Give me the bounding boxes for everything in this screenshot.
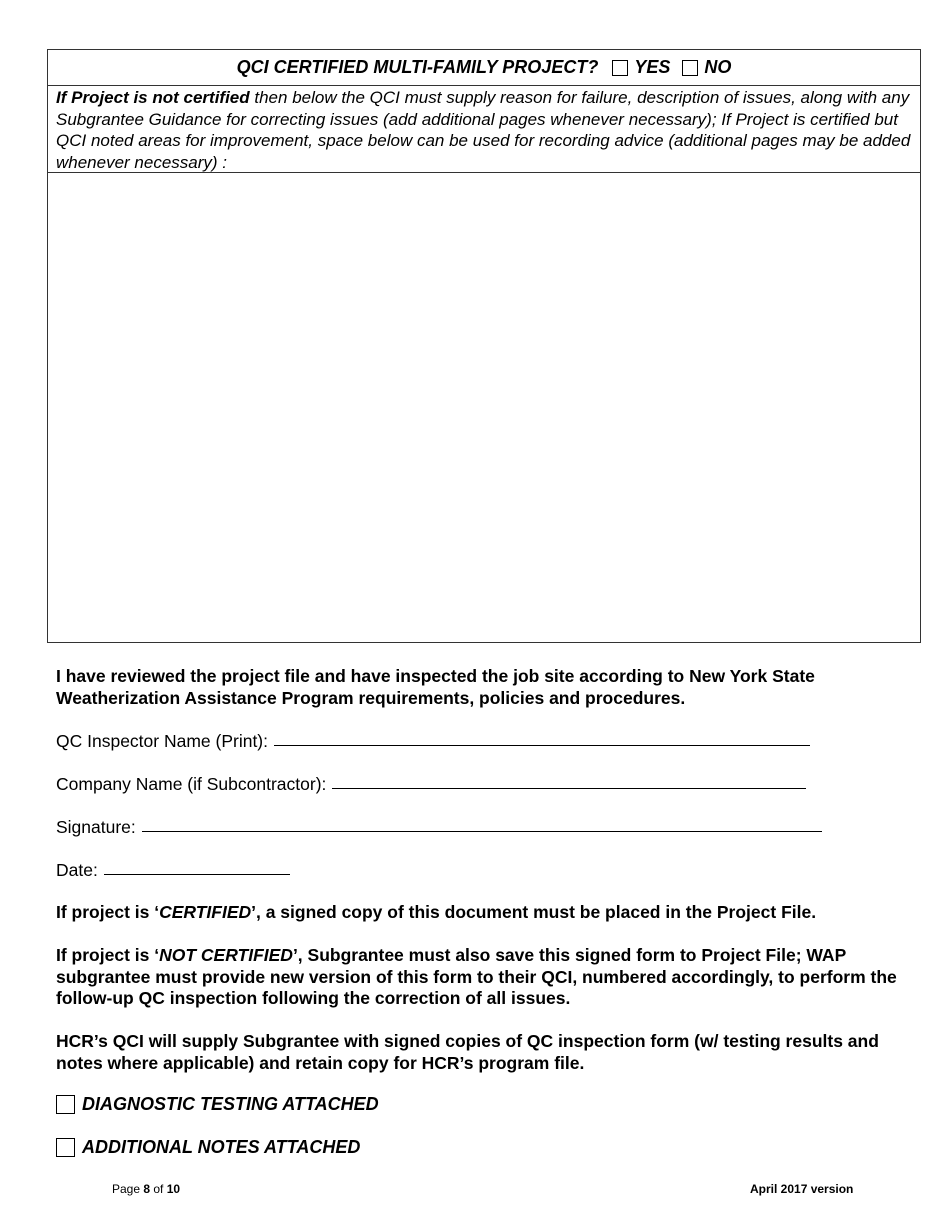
certification-question-row: [48, 50, 920, 86]
not-certified-note: If project is ‘NOT CERTIFIED’, Subgrantee must also save this signed form to Project File; WAP subgrantee must provide new version of this form to their QCI, numbered accordingly, to perform the follow-up QC inspection following the correction of all issues.: [56, 945, 897, 1008]
yes-checkbox[interactable]: [612, 60, 628, 76]
date-input[interactable]: [104, 873, 290, 875]
signature-field: [56, 816, 822, 838]
hcr-note: HCR’s QCI will supply Subgrantee with signed copies of QC inspection form (w/ testing results and notes where applicable) and retain copy for HCR’s program file.: [56, 1031, 879, 1073]
instructions-lead: If Project is not certified: [56, 88, 250, 107]
inspector-name-field: [56, 730, 810, 752]
not-certified-term: NOT CERTIFIED: [159, 945, 293, 965]
diagnostic-testing-checkbox[interactable]: [56, 1095, 75, 1114]
date-field: [56, 859, 290, 881]
no-checkbox[interactable]: [682, 60, 698, 76]
inspector-name-label: QC Inspector Name (Print):: [56, 731, 268, 751]
certified-note: If project is ‘CERTIFIED’, a signed copy of this document must be placed in the Project File.: [56, 902, 817, 922]
version-label: April 2017 version: [750, 1182, 854, 1196]
certification-question: QCI CERTIFIED MULTI-FAMILY PROJECT?: [236, 57, 599, 77]
company-name-field: [56, 773, 806, 795]
page-number: Page 8 of 10: [112, 1182, 181, 1196]
diagnostic-testing-row: [56, 1094, 379, 1115]
no-label: NO: [704, 57, 732, 77]
additional-notes-row: [56, 1137, 360, 1158]
inspector-name-input[interactable]: [274, 744, 810, 746]
diagnostic-testing-label: DIAGNOSTIC TESTING ATTACHED: [82, 1094, 379, 1114]
notes-text-area[interactable]: [48, 173, 920, 642]
additional-notes-label: ADDITIONAL NOTES ATTACHED: [82, 1137, 361, 1157]
date-label: Date:: [56, 860, 98, 880]
company-name-label: Company Name (if Subcontractor):: [56, 774, 327, 794]
yes-label: YES: [634, 57, 671, 77]
instructions-body: then below the QCI must supply reason for failure, description of issues, along with any Subgrantee Guidance for correcting issues (add additional pages whenever necessary); If Project is certified but QCI noted areas for improvement, space below can be used for recording advice (additional pages may be added whenever necessary) :: [56, 88, 911, 172]
certified-term: CERTIFIED: [159, 902, 252, 922]
inspection-statement: I have reviewed the project file and have inspected the job site according to New York State Weatherization Assistance Program requirements, policies and procedures.: [56, 666, 815, 708]
additional-notes-checkbox[interactable]: [56, 1138, 75, 1157]
signature-input[interactable]: [142, 830, 822, 832]
certification-box: [47, 49, 921, 643]
signature-label: Signature:: [56, 817, 136, 837]
company-name-input[interactable]: [332, 787, 806, 789]
instructions-text: [48, 86, 920, 173]
